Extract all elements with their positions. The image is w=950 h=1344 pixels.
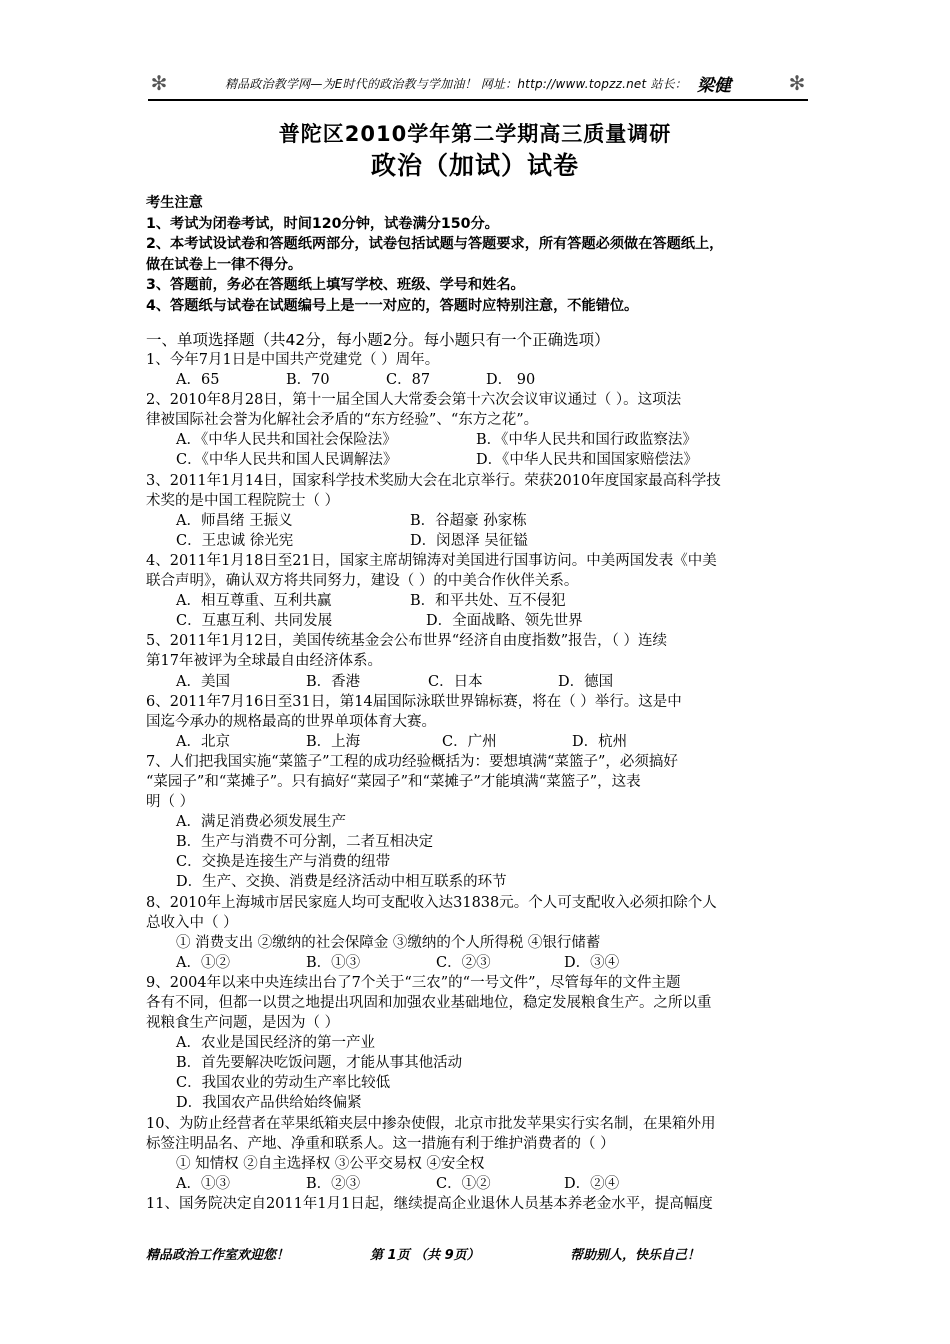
option-c: C．交换是连接生产与消费的纽带 (176, 854, 391, 871)
option-c: C．①② (436, 1175, 491, 1192)
option-d: D．闵恩泽 吴征镒 (410, 532, 528, 549)
page-number: 第 1页 （共 9页） (370, 1248, 480, 1263)
question-stem: 联合声明》，确认双方将共同努力，建设（ ）的中美合作伙伴关系。 (146, 573, 579, 590)
options-row (146, 953, 816, 973)
option-b: B．和平共处、互不侵犯 (410, 593, 566, 610)
options-row (146, 591, 816, 611)
options-row (146, 430, 816, 450)
notice-line: 3、答题前，务必在答题纸上填写学校、班级、学号和姓名。 (146, 277, 525, 294)
question-stem: 4、2011年1月18日至21日，国家主席胡锦涛对美国进行国事访问。中美两国发表《中美 (146, 552, 717, 569)
question-stem: 3、2011年1月14日，国家科学技术奖励大会在北京举行。荣获2010年度国家最高科学技 (146, 472, 721, 489)
option-b: B．①③ (306, 954, 361, 971)
options-row (146, 511, 816, 531)
question-stem: 2、2010年8月28日，第十一届全国人大常委会第十六次会议审议通过（ ）。这项法 (146, 392, 682, 409)
question-stem: 明（ ） (146, 794, 195, 811)
options-row (146, 450, 816, 470)
question-stem: 5、2011年1月12日，美国传统基金会公布世界“经济自由度指数”报告，（ ）连续 (146, 633, 667, 650)
question-stem: 标签注明品名、产地、净重和联系人。这一措施有利于维护消费者的（ ） (146, 1135, 615, 1152)
question-stem: 第17年被评为全球最自由经济体系。 (146, 653, 382, 670)
option-b: B．谷超豪 孙家栋 (410, 512, 527, 529)
option-d: D．全面战略、领先世界 (426, 613, 583, 630)
options-row (146, 611, 816, 631)
options-row (146, 1174, 816, 1194)
option-d: D．②④ (564, 1175, 620, 1192)
footer-right: 帮助别人，快乐自己！ (570, 1248, 701, 1263)
option-a: A．师昌绪 王振义 (176, 512, 293, 529)
notice-line: 做在试卷上一律不得分。 (146, 256, 303, 273)
question-stem: 总收入中（ ） (146, 914, 238, 931)
option-c: C．②③ (436, 954, 491, 971)
question-stem: 6、2011年7月16日至31日，第14届国际泳联世界锦标赛，将在（ ）举行。这是中 (146, 693, 682, 710)
options-row (146, 672, 816, 692)
option-d: D．生产、交换、消费是经济活动中相互联系的环节 (176, 874, 507, 891)
exam-subtitle: 政治（加试）试卷 (370, 151, 579, 180)
webmaster-signature: 梁健 (697, 75, 732, 96)
question-stem: 各有不同，但都一以贯之地提出巩固和加强农业基础地位，稳定发展粮食生产。之所以重 (146, 995, 712, 1011)
option-d: D． 90 (486, 372, 536, 389)
question-stem: 11、国务院决定自2011年1月1日起，继续提高企业退休人员基本养老金水平，提高幅度 (146, 1195, 713, 1212)
question-stem: 1、今年7月1日是中国共产党建党（ ）周年。 (146, 352, 440, 368)
question-stem: 视粮食生产问题，是因为（ ） (146, 1015, 340, 1032)
question-stem: 7、人们把我国实施“菜篮子”工程的成功经验概括为：要想填满“菜篮子”，必须搞好 (146, 753, 678, 770)
option-b: B．首先要解决吃饭问题，才能从事其他活动 (176, 1055, 463, 1072)
footer-left: 精品政治工作室欢迎您！ (146, 1248, 290, 1263)
option-c: C．互惠互利、共同发展 (176, 613, 333, 630)
options-row (146, 370, 816, 390)
option-d: D．杭州 (572, 733, 628, 750)
question-stem: 律被国际社会誉为化解社会矛盾的“东方经验”、“东方之花”。 (146, 412, 539, 429)
notice-line: 2、本考试设试卷和答题纸两部分，试卷包括试题与答题要求，所有答题必须做在答题纸上， (146, 236, 724, 253)
candidate-notice (146, 193, 816, 317)
option-a: A．65 (176, 372, 220, 389)
option-a: A．①② (176, 954, 230, 971)
notice-heading: 考生注意 (146, 195, 203, 211)
options-row (146, 531, 816, 551)
option-a: A．《中华人民共和国社会保险法》 (176, 432, 397, 449)
option-b: B．②③ (306, 1175, 361, 1192)
option-a: A．相互尊重、互利共赢 (176, 593, 332, 610)
option-d: D．③④ (564, 954, 620, 971)
header-banner (170, 71, 786, 96)
section-heading: 一、单项选择题（共42分，每小题2分。每小题只有一个正确选项） (146, 331, 610, 349)
option-a: A．农业是国民经济的第一产业 (176, 1035, 375, 1052)
options-row (146, 732, 816, 752)
notice-line: 4、答题纸与试卷在试题编号上是一一对应的，答题时应特别注意，不能错位。 (146, 297, 639, 314)
option-b: B．上海 (306, 733, 361, 750)
option-d: D．《中华人民共和国国家赔偿法》 (476, 452, 698, 469)
option-a: A．北京 (176, 733, 230, 750)
question-stem: 术奖的是中国工程院院士（ ） (146, 492, 340, 509)
question-stem: 9、2004年以来中央连续出台了7个关于“三农”的“一号文件”，尽管每年的文件主题 (146, 974, 681, 991)
option-c: C．《中华人民共和国人民调解法》 (176, 452, 398, 469)
statement-items: ① 知情权 ②自主选择权 ③公平交易权 ④安全权 (176, 1155, 485, 1172)
option-c: C．广州 (442, 733, 497, 750)
option-b: B．生产与消费不可分割，二者互相决定 (176, 834, 434, 851)
option-a: A．美国 (176, 673, 230, 690)
option-a: A．①③ (176, 1175, 230, 1192)
option-a: A．满足消费必须发展生产 (176, 814, 346, 831)
option-c: C．我国农业的劳动生产率比较低 (176, 1075, 391, 1092)
option-b: B．《中华人民共和国行政监察法》 (476, 432, 697, 449)
header-text: 精品政治教学网—为E时代的政治教与学加油！ 网址：http://www.topzz.net 站长： (224, 76, 688, 91)
star-ornament-icon: ✻ (788, 71, 806, 95)
option-b: B．70 (286, 372, 330, 389)
page-footer (146, 1244, 816, 1266)
option-b: B．香港 (306, 673, 361, 690)
option-c: C．王忠诚 徐光宪 (176, 532, 294, 549)
header-divider (148, 99, 808, 101)
option-d: D．我国农产品供给始终偏紧 (176, 1095, 362, 1112)
question-stem: “菜园子”和“菜摊子”。只有搞好“菜园子”和“菜摊子”才能填满“菜篮子”，这表 (146, 773, 641, 790)
notice-line: 1、考试为闭卷考试，时间120分钟，试卷满分150分。 (146, 215, 499, 232)
question-stem: 10、为防止经营者在苹果纸箱夹层中掺杂使假，北京市批发苹果实行实名制，在果箱外用 (146, 1115, 716, 1132)
option-c: C．87 (386, 372, 431, 389)
statement-items: ① 消费支出 ②缴纳的社会保障金 ③缴纳的个人所得税 ④银行储蓄 (176, 934, 601, 951)
question-stem: 国迄今承办的规格最高的世界单项体育大赛。 (146, 713, 436, 730)
star-ornament-icon: ✻ (150, 71, 168, 95)
option-c: C．日本 (428, 673, 483, 690)
question-list (146, 350, 816, 1214)
page-header (148, 68, 808, 98)
question-stem: 8、2010年上海城市居民家庭人均可支配收入达31838元。个人可支配收入必须扣除个人 (146, 894, 717, 911)
exam-title: 普陀区2010学年第二学期高三质量调研 (278, 122, 672, 146)
option-d: D．德国 (558, 673, 614, 690)
